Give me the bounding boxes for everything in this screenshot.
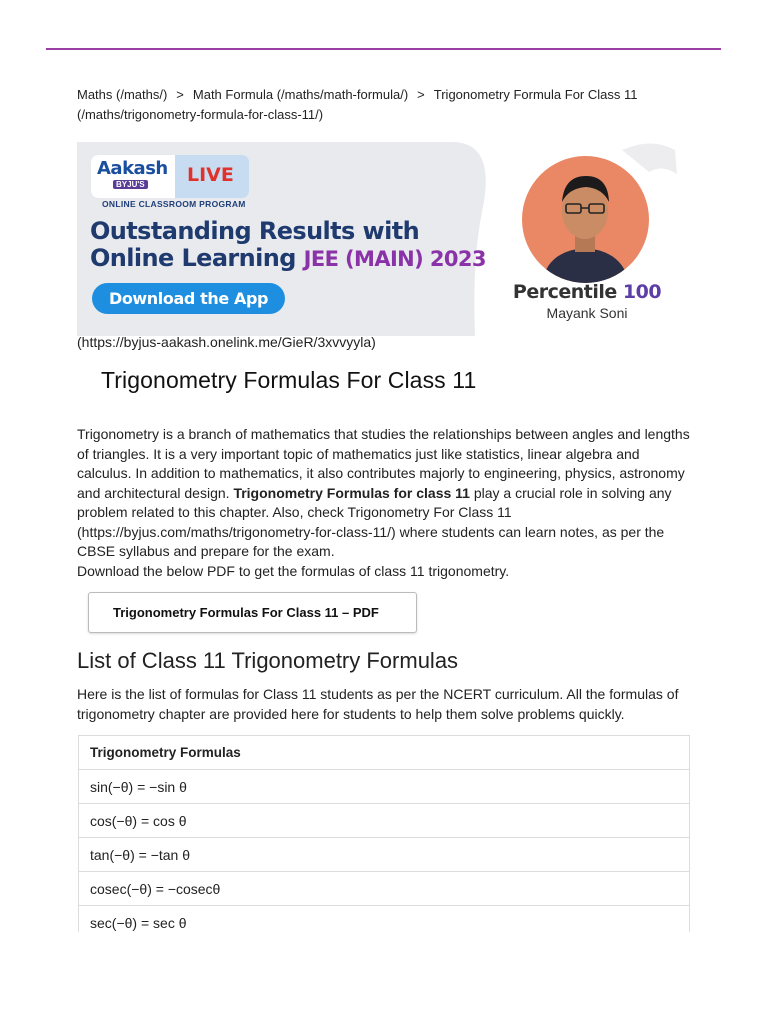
- logo-brand-text: Aakash: [97, 158, 168, 179]
- intro-bold-text: Trigonometry Formulas for class 11: [233, 484, 470, 501]
- table-header-row: [79, 736, 690, 770]
- table-header-cell: Trigonometry Formulas: [79, 736, 690, 770]
- student-portrait-image: [522, 156, 649, 283]
- aakash-logo: [91, 155, 249, 198]
- logo-live-text: LIVE: [187, 164, 234, 186]
- list-intro-paragraph: Here is the list of formulas for Class 11 students as per the NCERT curriculum. All the formulas of trigonometry chapter are provided here for students to help them solve problems quickly.: [77, 686, 679, 722]
- formula-cell: sec(−θ) = sec θ: [79, 906, 690, 940]
- table-row: [79, 804, 690, 838]
- download-app-button[interactable]: Download the App: [92, 283, 285, 314]
- exam-label: JEE (MAIN) 2023: [303, 247, 486, 271]
- table-row: [79, 770, 690, 804]
- table-row: [79, 838, 690, 872]
- percentile-value: 100: [622, 281, 662, 303]
- breadcrumb: [77, 85, 677, 125]
- percentile-label: [497, 281, 677, 303]
- breadcrumb-math-formula-link[interactable]: Math Formula (/maths/math-formula/): [192, 87, 409, 102]
- intro-text-1: Trigonometry is a branch of mathematics that studies the relationships between angles and lengths of triangles. It is a very important topic of mathematics just like statistics, linear algebra and calculus. In addition to mathematics, it also contributes majorly to engineering, physics, astronomy and architectural design.: [77, 426, 690, 501]
- formula-cell: cosec(−θ) = −cosecθ: [79, 872, 690, 906]
- pdf-download-button[interactable]: Trigonometry Formulas For Class 11 – PDF: [88, 592, 417, 633]
- intro-text-2[interactable]: play a crucial role in solving any problem related to this chapter. Also, check Trigonometry For Class 11 (https://byjus.com/maths/trigonometry-for-class-11/) where students can learn notes, as per the CBSE syllabus and prepare for the exam.: [77, 484, 672, 559]
- download-pdf-text: Download the below PDF to get the formulas of class 11 trigonometry.: [77, 562, 510, 579]
- formula-cell: sin(−θ) = −sin θ: [79, 770, 690, 804]
- logo-byjus-text: BYJU'S: [113, 180, 148, 189]
- percentile-text: Percentile: [512, 281, 617, 303]
- banner-headline: [90, 218, 486, 273]
- list-heading: List of Class 11 Trigonometry Formulas: [77, 648, 459, 673]
- headline-line-1: Outstanding Results with: [90, 217, 420, 245]
- page-title: Trigonometry Formulas For Class 11: [101, 367, 477, 393]
- headline-line-2: Online Learning: [90, 244, 296, 272]
- table-row: [79, 872, 690, 906]
- banner-link[interactable]: (https://byjus-aakash.onelink.me/GieR/3xvvyyla): [77, 334, 376, 350]
- breadcrumb-current-page[interactable]: Trigonometry Formula For Class 11: [433, 87, 638, 102]
- top-divider: [46, 48, 721, 50]
- breadcrumb-separator: >: [176, 87, 184, 102]
- formulas-table: [78, 735, 690, 940]
- student-name: Mayank Soni: [546, 305, 628, 321]
- breadcrumb-separator: >: [417, 87, 425, 102]
- intro-paragraph: [77, 425, 692, 581]
- page-bottom-margin: [0, 932, 768, 1024]
- formula-cell: cos(−θ) = cos θ: [79, 804, 690, 838]
- formula-cell: tan(−θ) = −tan θ: [79, 838, 690, 872]
- program-label: ONLINE CLASSROOM PROGRAM: [102, 199, 246, 209]
- promo-banner[interactable]: [77, 142, 687, 336]
- breadcrumb-maths-link[interactable]: Maths (/maths/): [77, 87, 168, 102]
- breadcrumb-current-url[interactable]: (/maths/trigonometry-formula-for-class-11/): [77, 107, 324, 122]
- student-avatar: [522, 156, 649, 283]
